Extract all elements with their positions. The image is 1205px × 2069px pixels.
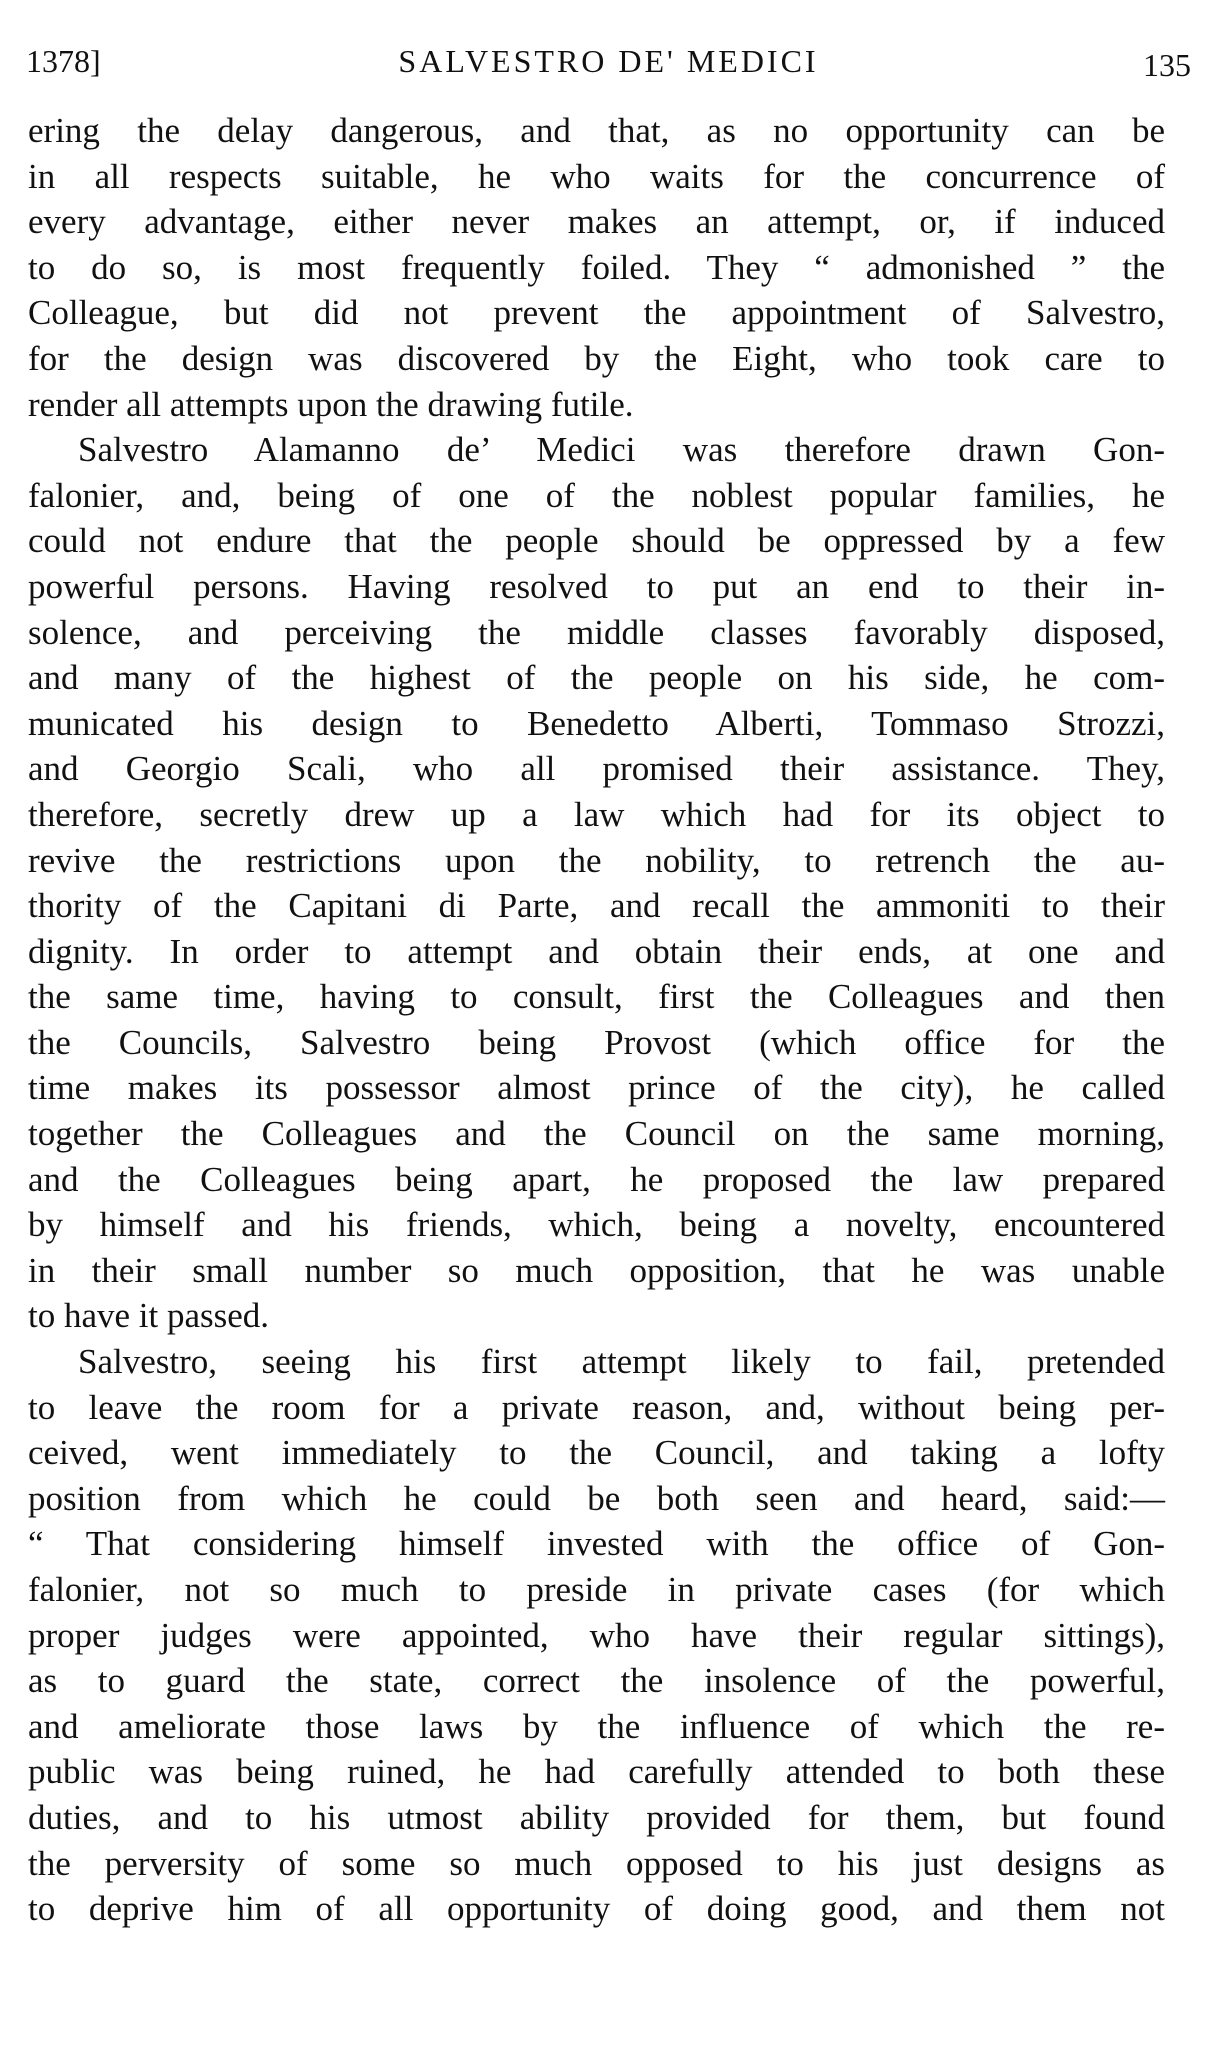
text-line: “ That considering himself invested with the office of Gon- — [28, 1524, 1165, 1564]
running-head — [26, 36, 1191, 86]
paragraph — [28, 1339, 1165, 1932]
text-line: the same time, having to consult, first the Colleagues and then — [28, 977, 1165, 1017]
text-line: dignity. In order to attempt and obtain their ends, at one and — [28, 931, 1165, 971]
text-line: time makes its possessor almost prince of the city), he called — [28, 1068, 1165, 1108]
page-number: 135 — [1143, 47, 1191, 83]
text-line: municated his design to Benedetto Alberti, Tommaso Strozzi, — [28, 703, 1165, 743]
text-line: revive the restrictions upon the nobility, to retrench the au- — [28, 840, 1165, 880]
text-line: render all attempts upon the drawing futile. — [28, 384, 634, 424]
chapter-title: SALVESTRO DE' MEDICI — [398, 43, 819, 79]
text-line: falonier, not so much to preside in private cases (for which — [28, 1570, 1165, 1609]
text-line: the perversity of some so much opposed to his just designs as — [28, 1843, 1165, 1883]
text-line: Salvestro Alamanno de’ Medici was therefore drawn Gon- — [78, 430, 1165, 470]
text-line: in all respects suitable, he who waits for the concurrence of — [28, 156, 1165, 196]
text-line: falonier, and, being of one of the noblest popular families, he — [28, 475, 1165, 515]
text-line: by himself and his friends, which, being a novelty, encountered — [28, 1205, 1165, 1245]
text-line: position from which he could be both seen and heard, said:— — [28, 1478, 1165, 1518]
text-line: could not endure that the people should be oppressed by a few — [28, 521, 1165, 561]
text-line: and the Colleagues being apart, he proposed the law prepared — [28, 1159, 1165, 1199]
text-line: and ameliorate those laws by the influence of which the re- — [28, 1706, 1165, 1746]
text-line: and Georgio Scali, who all promised their assistance. They, — [28, 749, 1165, 789]
text-line: to have it passed. — [28, 1296, 270, 1336]
text-line: Salvestro, seeing his first attempt likely to fail, pretended — [78, 1342, 1165, 1382]
text-line: for the design was discovered by the Eight, who took care to — [28, 338, 1165, 378]
text-line: together the Colleagues and the Council on the same morning, — [28, 1114, 1165, 1154]
text-line: to deprive him of all opportunity of doing good, and them not — [28, 1889, 1165, 1929]
text-line: the Councils, Salvestro being Provost (which office for the — [28, 1022, 1165, 1062]
text-line: to leave the room for a private reason, and, without being per- — [28, 1387, 1165, 1427]
text-line: Colleague, but did not prevent the appointment of Salvestro, — [28, 293, 1165, 333]
text-line: therefore, secretly drew up a law which had for its object to — [28, 794, 1165, 834]
text-line: and many of the highest of the people on his side, he com- — [28, 658, 1165, 698]
text-line: every advantage, either never makes an attempt, or, if induced — [28, 202, 1165, 242]
text-line: ering the delay dangerous, and that, as no opportunity can be — [28, 111, 1165, 150]
text-line: duties, and to his utmost ability provided for them, but found — [28, 1797, 1165, 1837]
header-year: 1378] — [26, 43, 101, 79]
paragraph — [28, 108, 1165, 427]
text-line: as to guard the state, correct the insolence of the powerful, — [28, 1661, 1165, 1701]
text-line: powerful persons. Having resolved to put an end to their in- — [28, 566, 1165, 606]
text-line: public was being ruined, he had carefully attended to both these — [28, 1752, 1165, 1792]
paragraph — [28, 427, 1165, 1339]
text-line: proper judges were appointed, who have their regular sittings), — [28, 1615, 1165, 1655]
text-line: in their small number so much opposition, that he was unable — [28, 1250, 1165, 1290]
text-line: to do so, is most frequently foiled. They “ admonished ” the — [28, 247, 1165, 287]
text-line: ceived, went immediately to the Council, and taking a lofty — [28, 1433, 1165, 1473]
text-line: thority of the Capitani di Parte, and recall the ammoniti to their — [28, 886, 1165, 926]
text-line: solence, and perceiving the middle classes favorably disposed, — [28, 612, 1165, 652]
body-text — [28, 108, 1165, 1932]
